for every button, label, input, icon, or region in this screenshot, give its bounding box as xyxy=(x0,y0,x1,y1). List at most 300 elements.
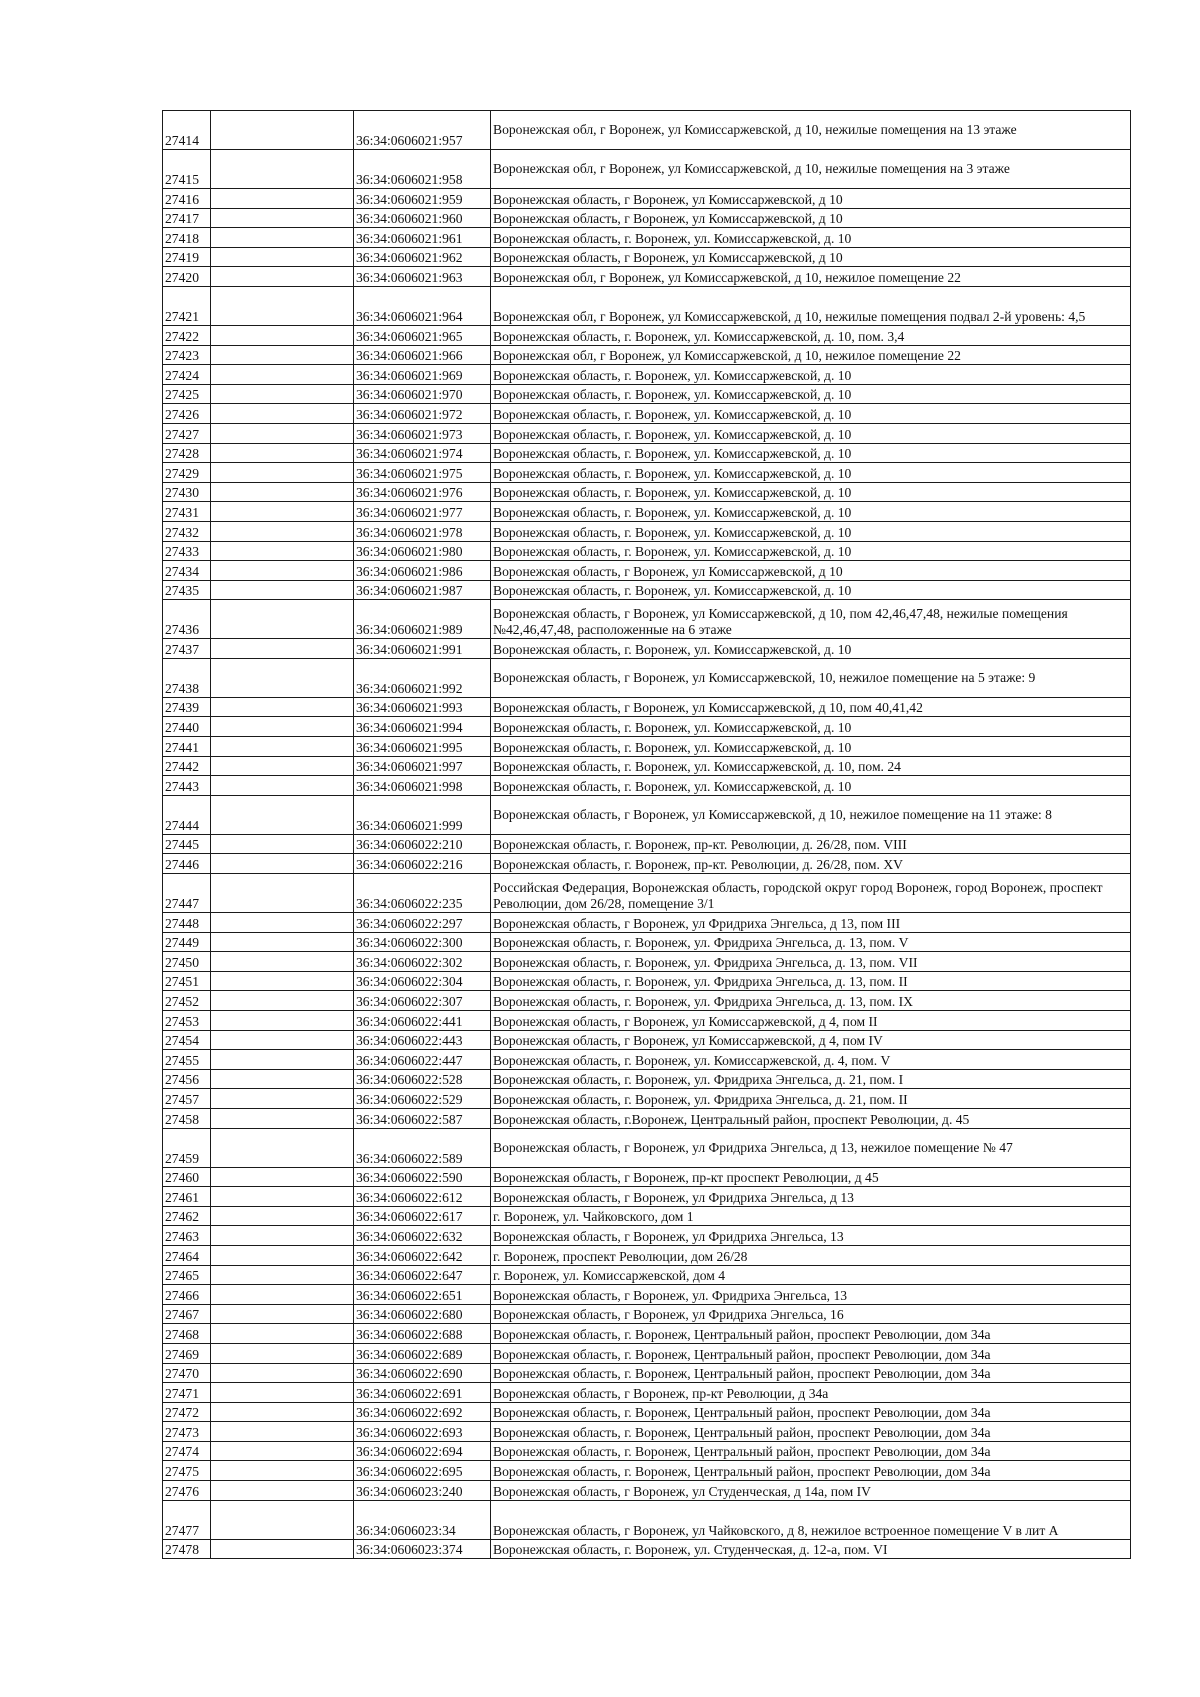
cadastral-number-cell: 36:34:0606021:998 xyxy=(354,776,491,796)
table-row xyxy=(163,1324,1131,1344)
table-row xyxy=(163,600,1131,639)
cadastral-number-cell: 36:34:0606022:651 xyxy=(354,1285,491,1305)
empty-cell xyxy=(211,423,354,443)
row-number-cell: 27457 xyxy=(163,1089,211,1109)
cadastral-number-cell: 36:34:0606021:986 xyxy=(354,561,491,581)
cadastral-number-cell: 36:34:0606022:694 xyxy=(354,1441,491,1461)
row-number-cell: 27450 xyxy=(163,952,211,972)
address-cell: Воронежская область, г. Воронеж, ул. Фридриха Энгельса, д. 21, пом. I xyxy=(491,1069,1131,1089)
empty-cell xyxy=(211,521,354,541)
cadastral-number-cell: 36:34:0606021:966 xyxy=(354,345,491,365)
row-number-cell: 27446 xyxy=(163,854,211,874)
address-cell: Воронежская область, г. Воронеж, ул. Комиссаржевской, д. 10 xyxy=(491,482,1131,502)
table-row xyxy=(163,913,1131,933)
address-cell: Воронежская область, г Воронеж, ул Фридриха Энгельса, д 13 xyxy=(491,1187,1131,1207)
row-number-cell: 27471 xyxy=(163,1383,211,1403)
address-cell: Воронежская обл, г Воронеж, ул Комиссаржевской, д 10, нежилое помещение 22 xyxy=(491,345,1131,365)
table-row xyxy=(163,971,1131,991)
address-cell: Воронежская область, г. Воронеж, Центральный район, проспект Революции, дом 34а xyxy=(491,1461,1131,1481)
empty-cell xyxy=(211,1226,354,1246)
cadastral-number-cell: 36:34:0606021:959 xyxy=(354,189,491,209)
row-number-cell: 27438 xyxy=(163,658,211,697)
table-row xyxy=(163,521,1131,541)
address-cell: Воронежская область, г. Воронеж, ул. Комиссаржевской, д. 10, пом. 3,4 xyxy=(491,325,1131,345)
empty-cell xyxy=(211,1285,354,1305)
empty-cell xyxy=(211,482,354,502)
table-row xyxy=(163,697,1131,717)
cadastral-number-cell: 36:34:0606023:374 xyxy=(354,1539,491,1559)
cadastral-number-cell: 36:34:0606021:962 xyxy=(354,247,491,267)
address-cell: Воронежская область, г Воронеж, ул Комиссаржевской, д 10 xyxy=(491,247,1131,267)
row-number-cell: 27477 xyxy=(163,1500,211,1539)
cadastral-number-cell: 36:34:0606021:961 xyxy=(354,228,491,248)
empty-cell xyxy=(211,325,354,345)
row-number-cell: 27444 xyxy=(163,795,211,834)
row-number-cell: 27463 xyxy=(163,1226,211,1246)
cadastral-number-cell: 36:34:0606022:589 xyxy=(354,1128,491,1167)
table-row xyxy=(163,150,1131,189)
address-cell: Воронежская область, г. Воронеж, ул. Комиссаржевской, д. 10, пом. 24 xyxy=(491,756,1131,776)
row-number-cell: 27475 xyxy=(163,1461,211,1481)
empty-cell xyxy=(211,913,354,933)
address-cell: Воронежская область, г Воронеж, ул Комиссаржевской, д 10, пом 42,46,47,48, нежилые помещения №42,46,47,48, расположенные на 6 этаже xyxy=(491,600,1131,639)
table-row xyxy=(163,952,1131,972)
empty-cell xyxy=(211,1441,354,1461)
empty-cell xyxy=(211,1187,354,1207)
empty-cell xyxy=(211,1167,354,1187)
address-cell: Воронежская область, г. Воронеж, ул. Комиссаржевской, д. 10 xyxy=(491,423,1131,443)
table-row xyxy=(163,561,1131,581)
cadastral-number-cell: 36:34:0606022:587 xyxy=(354,1108,491,1128)
table-row xyxy=(163,737,1131,757)
empty-cell xyxy=(211,600,354,639)
row-number-cell: 27424 xyxy=(163,365,211,385)
table-row xyxy=(163,1343,1131,1363)
cadastral-number-cell: 36:34:0606022:528 xyxy=(354,1069,491,1089)
row-number-cell: 27430 xyxy=(163,482,211,502)
table-row xyxy=(163,932,1131,952)
cadastral-number-cell: 36:34:0606022:447 xyxy=(354,1050,491,1070)
row-number-cell: 27429 xyxy=(163,463,211,483)
cadastral-number-cell: 36:34:0606021:975 xyxy=(354,463,491,483)
empty-cell xyxy=(211,228,354,248)
table-row xyxy=(163,1187,1131,1207)
table-row xyxy=(163,1011,1131,1031)
cadastral-number-cell: 36:34:0606022:612 xyxy=(354,1187,491,1207)
empty-cell xyxy=(211,150,354,189)
address-cell: Воронежская обл, г Воронеж, ул Комиссаржевской, д 10, нежилое помещение 22 xyxy=(491,267,1131,287)
cadastral-number-cell: 36:34:0606021:973 xyxy=(354,423,491,443)
cadastral-number-cell: 36:34:0606021:989 xyxy=(354,600,491,639)
empty-cell xyxy=(211,1245,354,1265)
address-cell: Воронежская область, г. Воронеж, ул. Фридриха Энгельса, д. 13, пом. V xyxy=(491,932,1131,952)
row-number-cell: 27455 xyxy=(163,1050,211,1070)
address-cell: Воронежская область, г. Воронеж, пр-кт. Революции, д. 26/28, пом. XV xyxy=(491,854,1131,874)
row-number-cell: 27425 xyxy=(163,384,211,404)
row-number-cell: 27470 xyxy=(163,1363,211,1383)
address-cell: Воронежская область, г. Воронеж, ул. Комиссаржевской, д. 10 xyxy=(491,404,1131,424)
cadastral-number-cell: 36:34:0606023:240 xyxy=(354,1481,491,1501)
address-cell: Воронежская обл, г Воронеж, ул Комиссаржевской, д 10, нежилые помещения на 13 этаже xyxy=(491,111,1131,150)
row-number-cell: 27431 xyxy=(163,502,211,522)
empty-cell xyxy=(211,1481,354,1501)
empty-cell xyxy=(211,384,354,404)
address-cell: Воронежская область, г Воронеж, ул Комиссаржевской, д 4, пом IV xyxy=(491,1030,1131,1050)
address-cell: Воронежская область, г. Воронеж, Центральный район, проспект Революции, дом 34а xyxy=(491,1363,1131,1383)
address-cell: Воронежская область, г. Воронеж, ул. Комиссаржевской, д. 10 xyxy=(491,541,1131,561)
row-number-cell: 27476 xyxy=(163,1481,211,1501)
cadastral-number-cell: 36:34:0606022:691 xyxy=(354,1383,491,1403)
table-row xyxy=(163,189,1131,209)
row-number-cell: 27464 xyxy=(163,1245,211,1265)
address-cell: г. Воронеж, ул. Комиссаржевской, дом 4 xyxy=(491,1265,1131,1285)
row-number-cell: 27474 xyxy=(163,1441,211,1461)
table-row xyxy=(163,1265,1131,1285)
cadastral-number-cell: 36:34:0606022:642 xyxy=(354,1245,491,1265)
address-cell: Воронежская область, г Воронеж, ул Комиссаржевской, д 10 xyxy=(491,208,1131,228)
empty-cell xyxy=(211,1461,354,1481)
row-number-cell: 27459 xyxy=(163,1128,211,1167)
empty-cell xyxy=(211,1539,354,1559)
row-number-cell: 27465 xyxy=(163,1265,211,1285)
row-number-cell: 27447 xyxy=(163,874,211,913)
empty-cell xyxy=(211,1324,354,1344)
table-row xyxy=(163,267,1131,287)
row-number-cell: 27415 xyxy=(163,150,211,189)
empty-cell xyxy=(211,795,354,834)
cadastral-number-cell: 36:34:0606021:999 xyxy=(354,795,491,834)
row-number-cell: 27449 xyxy=(163,932,211,952)
row-number-cell: 27426 xyxy=(163,404,211,424)
table-row xyxy=(163,541,1131,561)
table-row xyxy=(163,1167,1131,1187)
table-row xyxy=(163,874,1131,913)
table-row xyxy=(163,443,1131,463)
cadastral-number-cell: 36:34:0606022:297 xyxy=(354,913,491,933)
row-number-cell: 27428 xyxy=(163,443,211,463)
empty-cell xyxy=(211,443,354,463)
empty-cell xyxy=(211,1265,354,1285)
address-cell: Воронежская область, г Воронеж, пр-кт проспект Революции, д 45 xyxy=(491,1167,1131,1187)
table-row xyxy=(163,1363,1131,1383)
table-row xyxy=(163,1461,1131,1481)
empty-cell xyxy=(211,580,354,600)
cadastral-number-cell: 36:34:0606021:977 xyxy=(354,502,491,522)
address-cell: Воронежская область, г Воронеж, ул Студенческая, д 14а, пом IV xyxy=(491,1481,1131,1501)
table-row xyxy=(163,1128,1131,1167)
row-number-cell: 27440 xyxy=(163,717,211,737)
empty-cell xyxy=(211,561,354,581)
empty-cell xyxy=(211,834,354,854)
address-cell: Воронежская область, г Воронеж, ул Комиссаржевской, д 4, пом II xyxy=(491,1011,1131,1031)
address-cell: Воронежская область, г. Воронеж, ул. Комиссаржевской, д. 10 xyxy=(491,717,1131,737)
row-number-cell: 27434 xyxy=(163,561,211,581)
table-row xyxy=(163,111,1131,150)
cadastral-number-cell: 36:34:0606022:443 xyxy=(354,1030,491,1050)
empty-cell xyxy=(211,991,354,1011)
empty-cell xyxy=(211,1500,354,1539)
table-row xyxy=(163,1285,1131,1305)
address-cell: Воронежская область, г. Воронеж, Центральный район, проспект Революции, дом 34а xyxy=(491,1441,1131,1461)
cadastral-number-cell: 36:34:0606022:210 xyxy=(354,834,491,854)
empty-cell xyxy=(211,717,354,737)
table-row xyxy=(163,1226,1131,1246)
empty-cell xyxy=(211,286,354,325)
cadastral-number-cell: 36:34:0606021:992 xyxy=(354,658,491,697)
table-row xyxy=(163,580,1131,600)
cadastral-number-cell: 36:34:0606022:590 xyxy=(354,1167,491,1187)
cadastral-number-cell: 36:34:0606023:34 xyxy=(354,1500,491,1539)
address-cell: Воронежская область, г. Воронеж, ул. Комиссаржевской, д. 10 xyxy=(491,521,1131,541)
row-number-cell: 27423 xyxy=(163,345,211,365)
table-row xyxy=(163,639,1131,659)
table-row xyxy=(163,991,1131,1011)
property-register-table xyxy=(162,110,1131,1559)
cadastral-number-cell: 36:34:0606022:689 xyxy=(354,1343,491,1363)
row-number-cell: 27456 xyxy=(163,1069,211,1089)
address-cell: Воронежская область, г Воронеж, ул Комиссаржевской, д 10, пом 40,41,42 xyxy=(491,697,1131,717)
empty-cell xyxy=(211,639,354,659)
row-number-cell: 27441 xyxy=(163,737,211,757)
address-cell: Воронежская область, г Воронеж, ул Фридриха Энгельса, д 13, нежилое помещение № 47 xyxy=(491,1128,1131,1167)
address-cell: Воронежская область, г. Воронеж, ул. Комиссаржевской, д. 4, пом. V xyxy=(491,1050,1131,1070)
row-number-cell: 27466 xyxy=(163,1285,211,1305)
table-row xyxy=(163,228,1131,248)
table-row xyxy=(163,1402,1131,1422)
row-number-cell: 27417 xyxy=(163,208,211,228)
empty-cell xyxy=(211,971,354,991)
row-number-cell: 27448 xyxy=(163,913,211,933)
address-cell: Воронежская область, г. Воронеж, ул. Комиссаржевской, д. 10 xyxy=(491,443,1131,463)
table-row xyxy=(163,1245,1131,1265)
empty-cell xyxy=(211,952,354,972)
empty-cell xyxy=(211,1108,354,1128)
empty-cell xyxy=(211,1304,354,1324)
row-number-cell: 27453 xyxy=(163,1011,211,1031)
cadastral-number-cell: 36:34:0606021:960 xyxy=(354,208,491,228)
address-cell: Воронежская область, г Воронеж, ул. Фридриха Энгельса, 13 xyxy=(491,1285,1131,1305)
row-number-cell: 27445 xyxy=(163,834,211,854)
empty-cell xyxy=(211,1089,354,1109)
table-row xyxy=(163,1206,1131,1226)
table-row xyxy=(163,795,1131,834)
table-row xyxy=(163,1069,1131,1089)
table-row xyxy=(163,854,1131,874)
cadastral-number-cell: 36:34:0606022:529 xyxy=(354,1089,491,1109)
address-cell: Воронежская обл, г Воронеж, ул Комиссаржевской, д 10, нежилые помещения подвал 2-й уровень: 4,5 xyxy=(491,286,1131,325)
row-number-cell: 27460 xyxy=(163,1167,211,1187)
empty-cell xyxy=(211,697,354,717)
address-cell: Российская Федерация, Воронежская область, городской округ город Воронеж, город Воронеж, проспект Революции, дом 26/28, помещение 3/1 xyxy=(491,874,1131,913)
cadastral-number-cell: 36:34:0606022:647 xyxy=(354,1265,491,1285)
empty-cell xyxy=(211,658,354,697)
cadastral-number-cell: 36:34:0606022:693 xyxy=(354,1422,491,1442)
row-number-cell: 27436 xyxy=(163,600,211,639)
empty-cell xyxy=(211,189,354,209)
address-cell: Воронежская область, г Воронеж, ул Фридриха Энгельса, 16 xyxy=(491,1304,1131,1324)
address-cell: Воронежская область, г Воронеж, ул Комиссаржевской, д 10, нежилое помещение на 11 этаже: 8 xyxy=(491,795,1131,834)
address-cell: Воронежская область, г. Воронеж, ул. Фридриха Энгельса, д. 13, пом. VII xyxy=(491,952,1131,972)
cadastral-number-cell: 36:34:0606022:304 xyxy=(354,971,491,991)
empty-cell xyxy=(211,1402,354,1422)
cadastral-number-cell: 36:34:0606022:441 xyxy=(354,1011,491,1031)
empty-cell xyxy=(211,776,354,796)
row-number-cell: 27421 xyxy=(163,286,211,325)
row-number-cell: 27442 xyxy=(163,756,211,776)
empty-cell xyxy=(211,365,354,385)
cadastral-number-cell: 36:34:0606022:617 xyxy=(354,1206,491,1226)
address-cell: Воронежская область, г Воронеж, ул Комиссаржевской, 10, нежилое помещение на 5 этаже: 9 xyxy=(491,658,1131,697)
cadastral-number-cell: 36:34:0606022:302 xyxy=(354,952,491,972)
empty-cell xyxy=(211,208,354,228)
address-cell: Воронежская область, г Воронеж, ул Комиссаржевской, д 10 xyxy=(491,561,1131,581)
table-row xyxy=(163,658,1131,697)
cadastral-number-cell: 36:34:0606021:978 xyxy=(354,521,491,541)
cadastral-number-cell: 36:34:0606021:994 xyxy=(354,717,491,737)
table-row xyxy=(163,1304,1131,1324)
cadastral-number-cell: 36:34:0606021:969 xyxy=(354,365,491,385)
cadastral-number-cell: 36:34:0606021:964 xyxy=(354,286,491,325)
row-number-cell: 27416 xyxy=(163,189,211,209)
row-number-cell: 27418 xyxy=(163,228,211,248)
empty-cell xyxy=(211,247,354,267)
address-cell: Воронежская область, г. Воронеж, ул. Комиссаржевской, д. 10 xyxy=(491,502,1131,522)
cadastral-number-cell: 36:34:0606021:976 xyxy=(354,482,491,502)
row-number-cell: 27454 xyxy=(163,1030,211,1050)
cadastral-number-cell: 36:34:0606022:632 xyxy=(354,1226,491,1246)
table-row xyxy=(163,1383,1131,1403)
table-row xyxy=(163,384,1131,404)
row-number-cell: 27472 xyxy=(163,1402,211,1422)
empty-cell xyxy=(211,463,354,483)
cadastral-number-cell: 36:34:0606022:300 xyxy=(354,932,491,952)
address-cell: Воронежская область, г. Воронеж, Центральный район, проспект Революции, дом 34а xyxy=(491,1402,1131,1422)
address-cell: Воронежская область, г. Воронеж, ул. Комиссаржевской, д. 10 xyxy=(491,228,1131,248)
address-cell: Воронежская область, г. Воронеж, ул. Комиссаржевской, д. 10 xyxy=(491,639,1131,659)
empty-cell xyxy=(211,267,354,287)
row-number-cell: 27422 xyxy=(163,325,211,345)
table-row xyxy=(163,345,1131,365)
table-body xyxy=(163,111,1131,1559)
address-cell: Воронежская область, г Воронеж, ул Комиссаржевской, д 10 xyxy=(491,189,1131,209)
cadastral-number-cell: 36:34:0606021:993 xyxy=(354,697,491,717)
cadastral-number-cell: 36:34:0606021:995 xyxy=(354,737,491,757)
row-number-cell: 27467 xyxy=(163,1304,211,1324)
empty-cell xyxy=(211,111,354,150)
row-number-cell: 27433 xyxy=(163,541,211,561)
empty-cell xyxy=(211,502,354,522)
table-row xyxy=(163,463,1131,483)
table-row xyxy=(163,482,1131,502)
empty-cell xyxy=(211,541,354,561)
address-cell: Воронежская область, г. Воронеж, ул. Комиссаржевской, д. 10 xyxy=(491,580,1131,600)
address-cell: Воронежская область, г. Воронеж, ул. Фридриха Энгельса, д. 13, пом. II xyxy=(491,971,1131,991)
row-number-cell: 27462 xyxy=(163,1206,211,1226)
table-row xyxy=(163,1108,1131,1128)
cadastral-number-cell: 36:34:0606021:965 xyxy=(354,325,491,345)
table-row xyxy=(163,1030,1131,1050)
row-number-cell: 27461 xyxy=(163,1187,211,1207)
empty-cell xyxy=(211,1128,354,1167)
address-cell: Воронежская обл, г Воронеж, ул Комиссаржевской, д 10, нежилые помещения на 3 этаже xyxy=(491,150,1131,189)
empty-cell xyxy=(211,756,354,776)
cadastral-number-cell: 36:34:0606022:692 xyxy=(354,1402,491,1422)
cadastral-number-cell: 36:34:0606021:987 xyxy=(354,580,491,600)
cadastral-number-cell: 36:34:0606021:958 xyxy=(354,150,491,189)
row-number-cell: 27437 xyxy=(163,639,211,659)
address-cell: Воронежская область, г.Воронеж, Центральный район, проспект Революции, д. 45 xyxy=(491,1108,1131,1128)
cadastral-number-cell: 36:34:0606022:688 xyxy=(354,1324,491,1344)
table-row xyxy=(163,1539,1131,1559)
table-row xyxy=(163,325,1131,345)
cadastral-number-cell: 36:34:0606022:235 xyxy=(354,874,491,913)
row-number-cell: 27473 xyxy=(163,1422,211,1442)
table-row xyxy=(163,404,1131,424)
address-cell: Воронежская область, г. Воронеж, ул. Комиссаржевской, д. 10 xyxy=(491,463,1131,483)
address-cell: Воронежская область, г Воронеж, ул Фридриха Энгельса, 13 xyxy=(491,1226,1131,1246)
empty-cell xyxy=(211,1383,354,1403)
table-row xyxy=(163,776,1131,796)
table-row xyxy=(163,208,1131,228)
cadastral-number-cell: 36:34:0606021:991 xyxy=(354,639,491,659)
empty-cell xyxy=(211,404,354,424)
address-cell: г. Воронеж, проспект Революции, дом 26/28 xyxy=(491,1245,1131,1265)
cadastral-number-cell: 36:34:0606022:680 xyxy=(354,1304,491,1324)
address-cell: г. Воронеж, ул. Чайковского, дом 1 xyxy=(491,1206,1131,1226)
address-cell: Воронежская область, г. Воронеж, пр-кт. Революции, д. 26/28, пом. VIII xyxy=(491,834,1131,854)
row-number-cell: 27478 xyxy=(163,1539,211,1559)
cadastral-number-cell: 36:34:0606021:974 xyxy=(354,443,491,463)
address-cell: Воронежская область, г. Воронеж, Центральный район, проспект Революции, дом 34а xyxy=(491,1343,1131,1363)
empty-cell xyxy=(211,737,354,757)
empty-cell xyxy=(211,874,354,913)
table-row xyxy=(163,423,1131,443)
row-number-cell: 27427 xyxy=(163,423,211,443)
empty-cell xyxy=(211,1422,354,1442)
table-row xyxy=(163,1422,1131,1442)
empty-cell xyxy=(211,1050,354,1070)
cadastral-number-cell: 36:34:0606022:695 xyxy=(354,1461,491,1481)
address-cell: Воронежская область, г. Воронеж, Центральный район, проспект Революции, дом 34а xyxy=(491,1324,1131,1344)
table-row xyxy=(163,365,1131,385)
empty-cell xyxy=(211,1363,354,1383)
address-cell: Воронежская область, г. Воронеж, ул. Комиссаржевской, д. 10 xyxy=(491,365,1131,385)
empty-cell xyxy=(211,345,354,365)
row-number-cell: 27443 xyxy=(163,776,211,796)
address-cell: Воронежская область, г. Воронеж, ул. Фридриха Энгельса, д. 13, пом. IX xyxy=(491,991,1131,1011)
cadastral-number-cell: 36:34:0606022:690 xyxy=(354,1363,491,1383)
cadastral-number-cell: 36:34:0606021:957 xyxy=(354,111,491,150)
table-row xyxy=(163,1441,1131,1461)
address-cell: Воронежская область, г Воронеж, ул Фридриха Энгельса, д 13, пом III xyxy=(491,913,1131,933)
empty-cell xyxy=(211,932,354,952)
address-cell: Воронежская область, г Воронеж, пр-кт Революции, д 34а xyxy=(491,1383,1131,1403)
table-row xyxy=(163,502,1131,522)
table-row xyxy=(163,717,1131,737)
table-row xyxy=(163,1500,1131,1539)
row-number-cell: 27451 xyxy=(163,971,211,991)
row-number-cell: 27452 xyxy=(163,991,211,1011)
address-cell: Воронежская область, г. Воронеж, ул. Фридриха Энгельса, д. 21, пом. II xyxy=(491,1089,1131,1109)
table-row xyxy=(163,1050,1131,1070)
cadastral-number-cell: 36:34:0606021:972 xyxy=(354,404,491,424)
address-cell: Воронежская область, г. Воронеж, ул. Студенческая, д. 12-а, пом. VI xyxy=(491,1539,1131,1559)
address-cell: Воронежская область, г Воронеж, ул Чайковского, д 8, нежилое встроенное помещение V в лит А xyxy=(491,1500,1131,1539)
address-cell: Воронежская область, г. Воронеж, Центральный район, проспект Революции, дом 34а xyxy=(491,1422,1131,1442)
cadastral-number-cell: 36:34:0606021:997 xyxy=(354,756,491,776)
row-number-cell: 27468 xyxy=(163,1324,211,1344)
address-cell: Воронежская область, г. Воронеж, ул. Комиссаржевской, д. 10 xyxy=(491,737,1131,757)
